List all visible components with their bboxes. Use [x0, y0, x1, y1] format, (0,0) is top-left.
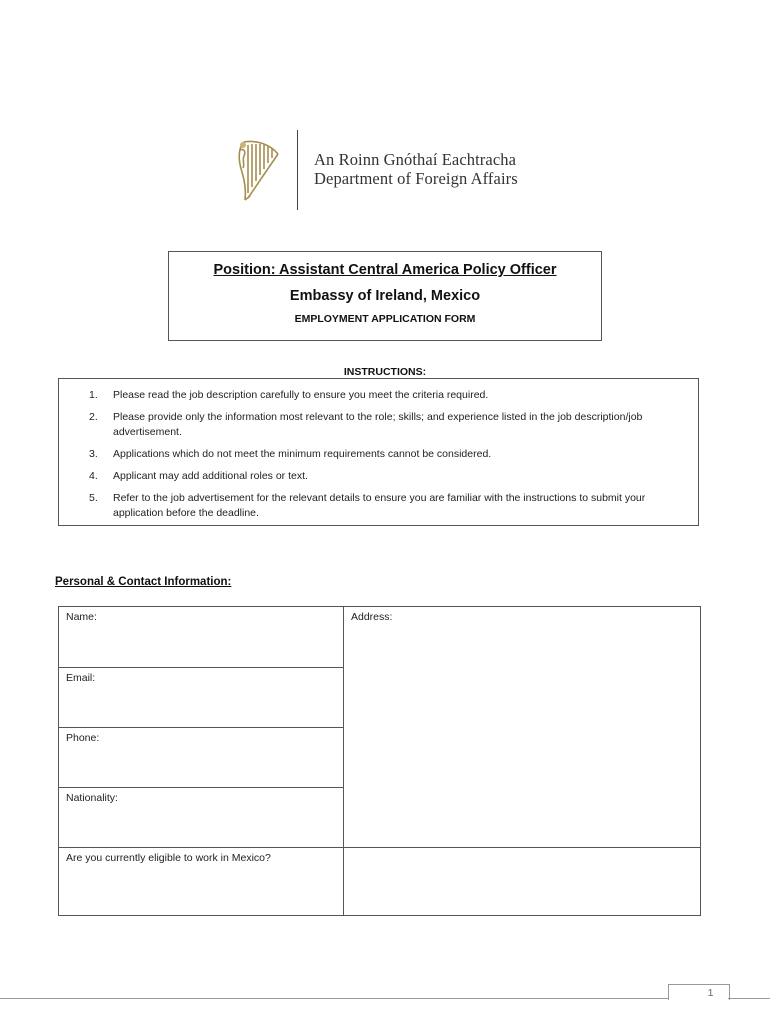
nationality-label: Nationality:: [66, 792, 118, 804]
eligibility-question: [58, 847, 344, 916]
department-name-english: Department of Foreign Affairs: [314, 169, 518, 188]
logo-divider: [297, 130, 298, 210]
page-number: 1: [707, 987, 714, 999]
name-label: Name:: [66, 611, 97, 623]
instruction-item: [89, 410, 669, 440]
email-field[interactable]: [58, 667, 344, 728]
instruction-text: Please provide only the information most relevant to the role; skills; and experience listed in the job description/job advertisement.: [113, 411, 643, 438]
instruction-number: 3.: [89, 448, 98, 460]
instruction-text: Please read the job description carefully to ensure you meet the criteria required.: [113, 389, 489, 401]
instruction-item: [89, 491, 669, 521]
instruction-number: 4.: [89, 470, 98, 482]
instruction-number: 5.: [89, 492, 98, 504]
harp-icon: [236, 136, 282, 204]
instructions-box: [58, 378, 699, 526]
form-name: EMPLOYMENT APPLICATION FORM: [294, 313, 476, 325]
embassy-name: Embassy of Ireland, Mexico: [289, 288, 481, 304]
personal-info-table: [58, 606, 701, 916]
department-logo: [236, 130, 536, 212]
address-label: Address:: [351, 611, 393, 623]
instruction-number: 2.: [89, 411, 98, 423]
instruction-item: [89, 469, 669, 484]
department-name-irish: An Roinn Gnóthaí Eachtracha: [314, 150, 517, 169]
address-field[interactable]: [343, 606, 701, 848]
phone-field[interactable]: [58, 727, 344, 788]
eligibility-label: Are you currently eligible to work in Mexico?: [66, 852, 271, 864]
instructions-heading: INSTRUCTIONS:: [343, 366, 427, 378]
name-field[interactable]: [58, 606, 344, 668]
instruction-item: [89, 447, 669, 462]
instruction-number: 1.: [89, 389, 98, 401]
phone-label: Phone:: [66, 732, 100, 744]
position-title: Position: Assistant Central America Policy Officer: [213, 262, 557, 278]
nationality-field[interactable]: [58, 787, 344, 848]
instruction-text: Applicant may add additional roles or text.: [113, 470, 308, 482]
title-box: [168, 251, 602, 341]
email-label: Email:: [66, 672, 96, 684]
instruction-item: [89, 388, 669, 403]
personal-section-heading: Personal & Contact Information:: [55, 576, 232, 588]
footer-rule: [0, 998, 668, 999]
instruction-text: Applications which do not meet the minimum requirements cannot be considered.: [113, 448, 492, 460]
eligibility-answer-field[interactable]: [343, 847, 701, 916]
instruction-text: Refer to the job advertisement for the relevant details to ensure you are familiar with the instructions to submit your application before the deadline.: [113, 492, 646, 519]
